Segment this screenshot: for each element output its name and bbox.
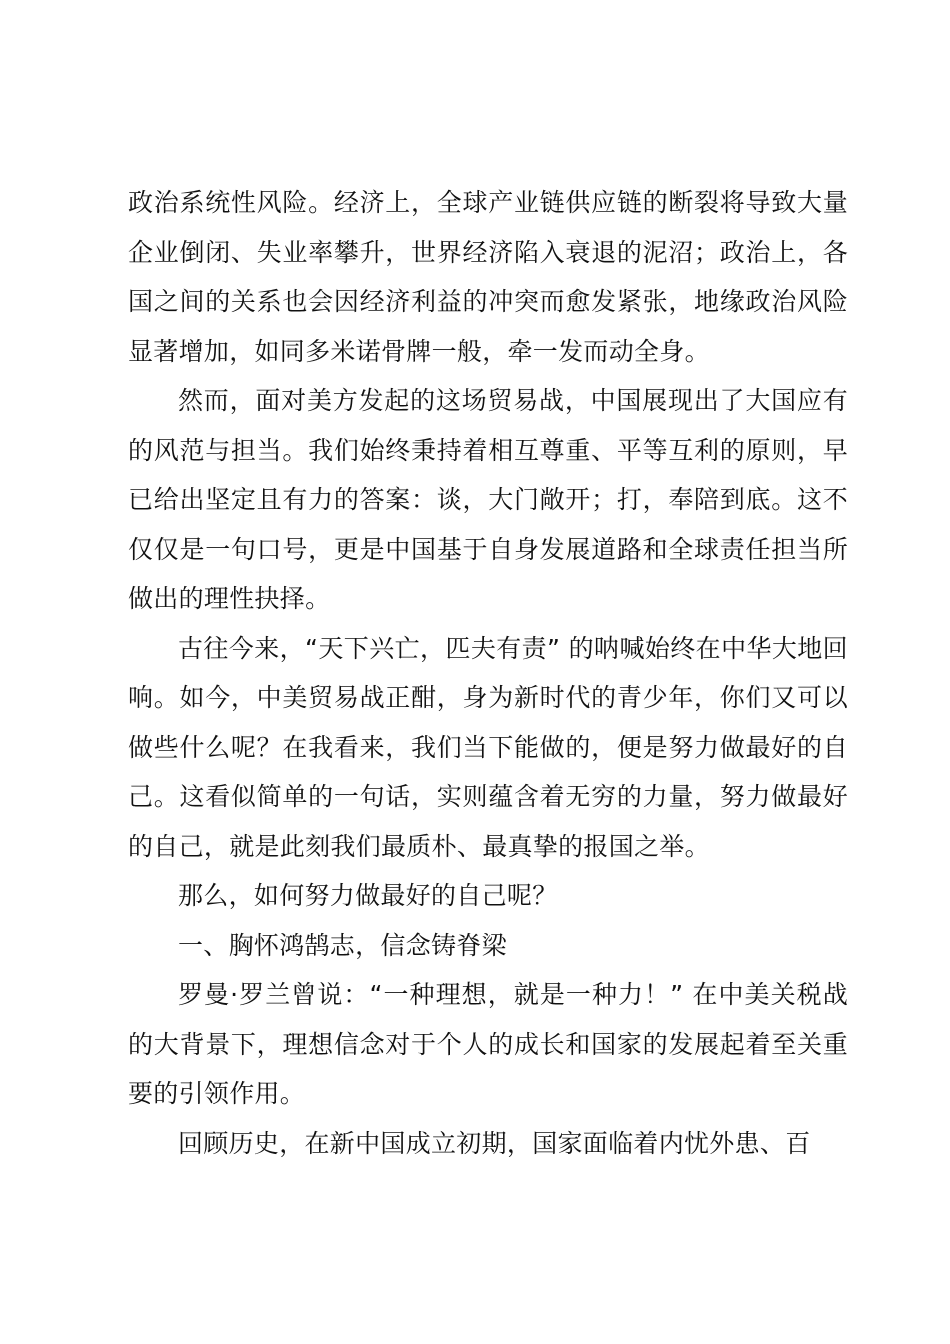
document-body [128,178,848,1168]
paragraph-3: 古往今来，“天下兴亡，匹夫有责” 的呐喊始终在中华大地回响。如今，中美贸易战正酣，身为新时代的青少年，你们又可以做些什么呢？在我看来，我们当下能做的，便是努力做最好的自己。这看似简单的一句话，实则蕴含着无穷的力量，努力做最好的自己，就是此刻我们最质朴、最真挚的报国之举。 [128,633,848,861]
paragraph-2: 然而，面对美方发起的这场贸易战，中国展现出了大国应有的风范与担当。我们始终秉持着相互尊重、平等互利的原则，早已给出坚定且有力的答案：谈，大门敞开；打，奉陪到底。这不仅仅是一句口号，更是中国基于自身发展道路和全球责任担当所做出的理性抉择。 [128,386,848,613]
paragraph-7: 回顾历史，在新中国成立初期，国家面临着内忧外患、百 [178,1128,811,1158]
section-heading-1: 一、胸怀鸿鹄志，信念铸脊梁 [178,930,507,960]
paragraph-1: 政治系统性风险。经济上，全球产业链供应链的断裂将导致大量企业倒闭、失业率攀升，世界经济陷入衰退的泥沼；政治上，各国之间的关系也会因经济利益的冲突而愈发紧张，地缘政治风险显著增加，如同多米诺骨牌一般，牵一发而动全身。 [128,188,848,366]
paragraph-4: 那么，如何努力做最好的自己呢？ [178,881,558,910]
paragraph-6: 罗曼·罗兰曾说：“一种理想，就是一种力！” 在中美关税战的大背景下，理想信念对于个人的成长和国家的发展起着至关重要的引领作用。 [128,980,848,1108]
